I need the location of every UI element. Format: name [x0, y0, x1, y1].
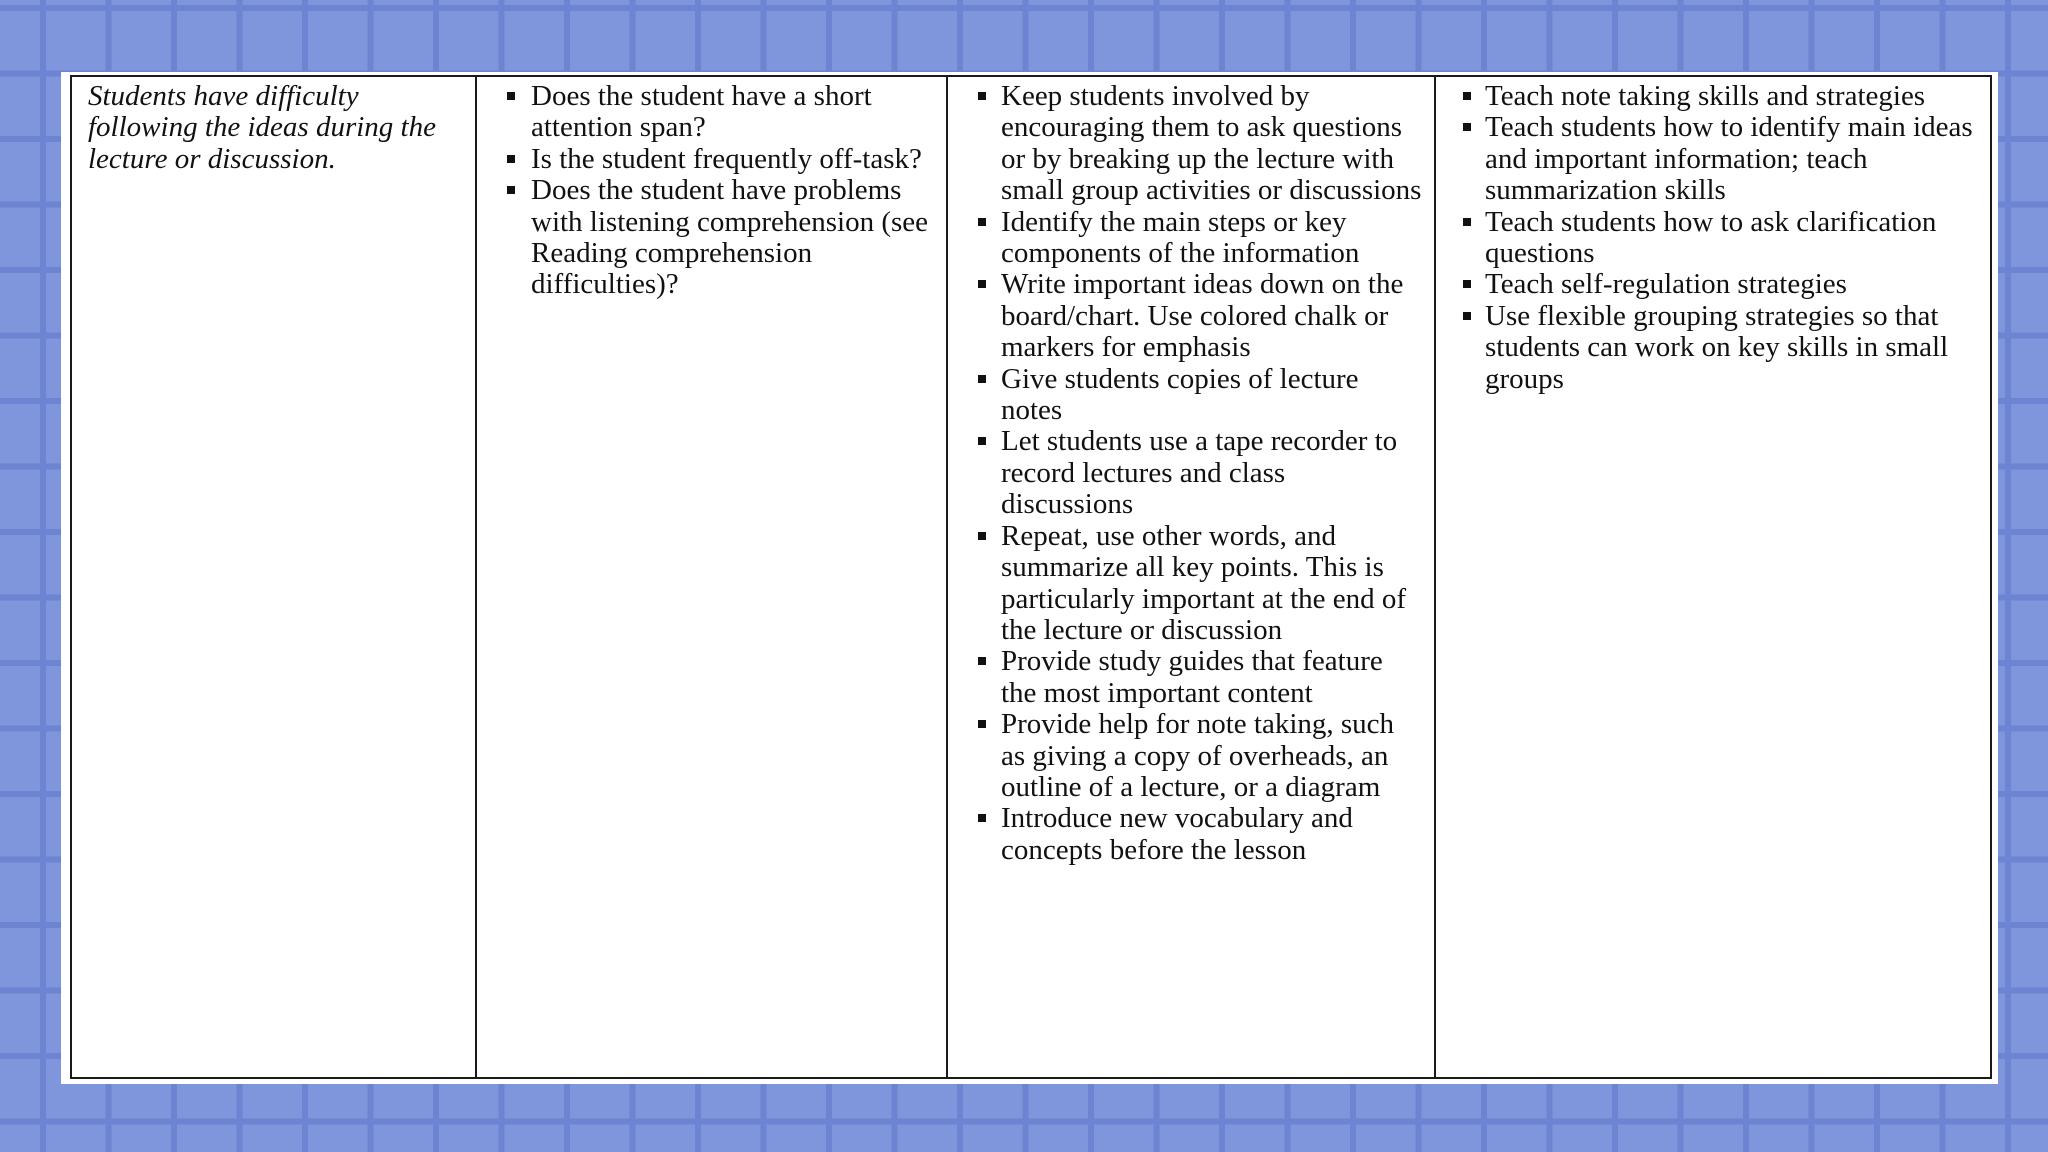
- problem-cell: [71, 76, 476, 1078]
- questions-cell: [476, 76, 947, 1078]
- list-item: Is the student frequently off-task?: [477, 144, 946, 175]
- list-item: Let students use a tape recorder to record lectures and class discussions: [948, 426, 1434, 520]
- questions-list: [477, 81, 946, 301]
- list-item: Teach students how to ask clarification questions: [1436, 207, 1990, 270]
- list-item: Provide study guides that feature the most important content: [948, 646, 1434, 709]
- skills-list: [1436, 81, 1990, 395]
- list-item: Give students copies of lecture notes: [948, 364, 1434, 427]
- list-item: Introduce new vocabulary and concepts before the lesson: [948, 803, 1434, 866]
- list-item: Keep students involved by encouraging them to ask questions or by breaking up the lecture with small group activities or discussions: [948, 81, 1434, 207]
- list-item: Teach students how to identify main ideas and important information; teach summarization skills: [1436, 112, 1990, 206]
- slide-panel: [61, 72, 1998, 1084]
- list-item: Teach self-regulation strategies: [1436, 269, 1990, 300]
- skills-cell: [1435, 76, 1991, 1078]
- list-item: Teach note taking skills and strategies: [1436, 81, 1990, 112]
- list-item: Repeat, use other words, and summarize all key points. This is particularly important at the end of the lecture or discussion: [948, 521, 1434, 647]
- table-row: [71, 76, 1991, 1078]
- strategies-cell: [947, 76, 1435, 1078]
- list-item: Write important ideas down on the board/chart. Use colored chalk or markers for emphasis: [948, 269, 1434, 363]
- strategies-list: [948, 81, 1434, 866]
- list-item: Use flexible grouping strategies so that students can work on key skills in small groups: [1436, 301, 1990, 395]
- strategy-table: [70, 75, 1992, 1079]
- problem-text: Students have difficulty following the ideas during the lecture or discussion.: [88, 80, 436, 175]
- list-item: Does the student have problems with listening comprehension (see Reading comprehension difficulties)?: [477, 175, 946, 301]
- list-item: Does the student have a short attention span?: [477, 81, 946, 144]
- list-item: Provide help for note taking, such as giving a copy of overheads, an outline of a lecture, or a diagram: [948, 709, 1434, 803]
- list-item: Identify the main steps or key components of the information: [948, 207, 1434, 270]
